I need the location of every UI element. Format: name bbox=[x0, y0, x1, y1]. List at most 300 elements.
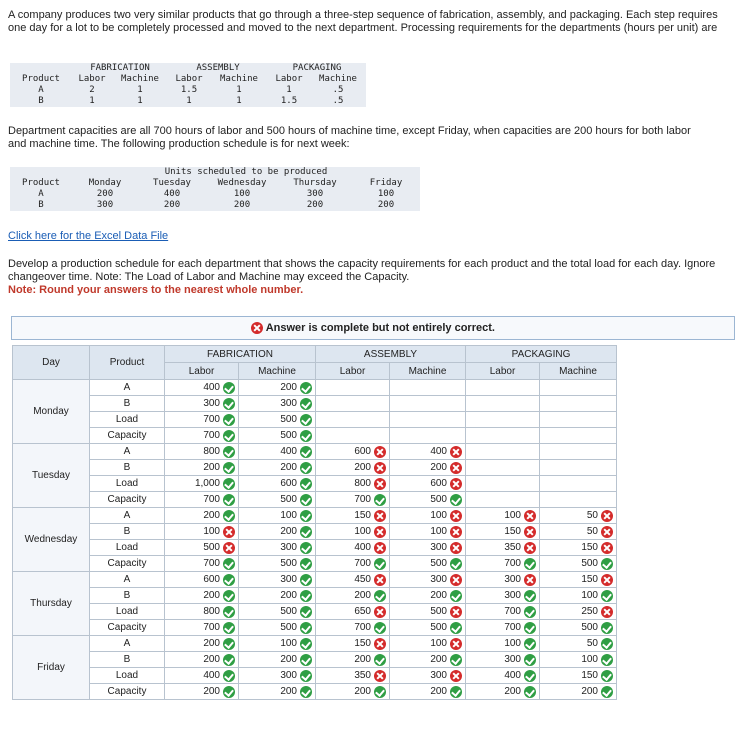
table-row bbox=[13, 444, 617, 460]
correct-icon bbox=[601, 686, 613, 698]
answer-value[interactable]: 200 bbox=[430, 590, 447, 602]
answer-cell bbox=[540, 396, 617, 412]
answer-value[interactable]: 700 bbox=[354, 622, 371, 634]
correct-icon bbox=[374, 494, 386, 506]
row-label: Capacity bbox=[90, 492, 165, 508]
answer-cell bbox=[239, 684, 316, 700]
req-cell: 1 bbox=[286, 85, 292, 95]
excel-data-link[interactable]: Click here for the Excel Data File bbox=[8, 230, 169, 242]
answer-cell bbox=[316, 508, 390, 524]
answer-value[interactable]: 300 bbox=[504, 590, 521, 602]
answer-cell bbox=[316, 380, 390, 396]
answer-cell bbox=[316, 636, 390, 652]
answer-cell bbox=[466, 524, 540, 540]
correct-icon bbox=[223, 446, 235, 458]
answer-value[interactable]: 50 bbox=[586, 638, 598, 650]
answer-value[interactable]: 100 bbox=[504, 638, 521, 650]
answer-cell bbox=[390, 636, 466, 652]
answer-value[interactable]: 300 bbox=[430, 542, 447, 554]
answer-value[interactable]: 600 bbox=[203, 574, 220, 586]
answer-value[interactable]: 700 bbox=[203, 558, 220, 570]
answer-cell bbox=[316, 556, 390, 572]
answer-value[interactable]: 200 bbox=[280, 686, 297, 698]
table-row bbox=[13, 524, 617, 540]
answer-value[interactable]: 200 bbox=[354, 590, 371, 602]
answer-value[interactable]: 500 bbox=[280, 558, 297, 570]
sched-cell: 100 bbox=[377, 189, 395, 199]
answer-value[interactable]: 300 bbox=[504, 654, 521, 666]
incorrect-icon bbox=[374, 526, 386, 538]
req-cell: 1 bbox=[137, 85, 143, 95]
answer-value[interactable]: 200 bbox=[203, 654, 220, 666]
correct-icon bbox=[300, 430, 312, 442]
answer-value[interactable]: 800 bbox=[354, 478, 371, 490]
sched-cell: 300 bbox=[306, 189, 324, 199]
incorrect-icon bbox=[524, 526, 536, 538]
correct-icon bbox=[223, 654, 235, 666]
answer-cell bbox=[239, 444, 316, 460]
answer-cell bbox=[316, 476, 390, 492]
table-row bbox=[13, 380, 617, 396]
answer-value[interactable]: 600 bbox=[280, 478, 297, 490]
correct-icon bbox=[300, 382, 312, 394]
answer-value[interactable]: 100 bbox=[280, 638, 297, 650]
correct-icon bbox=[374, 558, 386, 570]
answer-cell bbox=[239, 476, 316, 492]
answer-value[interactable]: 500 bbox=[280, 414, 297, 426]
answer-value[interactable]: 1,000 bbox=[194, 478, 220, 490]
answer-value[interactable]: 100 bbox=[581, 590, 598, 602]
sched-subheader: Thursday bbox=[293, 178, 337, 188]
answer-value[interactable]: 700 bbox=[504, 606, 521, 618]
answer-cell bbox=[390, 412, 466, 428]
row-label: B bbox=[90, 588, 165, 604]
correct-icon bbox=[374, 622, 386, 634]
answer-value[interactable]: 200 bbox=[280, 462, 297, 474]
answer-value[interactable]: 150 bbox=[581, 542, 598, 554]
incorrect-icon bbox=[524, 542, 536, 554]
answer-cell bbox=[466, 508, 540, 524]
answer-value[interactable]: 300 bbox=[504, 574, 521, 586]
answer-value[interactable]: 50 bbox=[586, 510, 598, 522]
answer-value[interactable]: 100 bbox=[280, 510, 297, 522]
answer-value[interactable]: 700 bbox=[354, 558, 371, 570]
correct-icon bbox=[223, 462, 235, 474]
day-label: Monday bbox=[13, 380, 90, 444]
table-row bbox=[13, 604, 617, 620]
answer-table bbox=[12, 345, 617, 700]
answer-value[interactable]: 200 bbox=[430, 462, 447, 474]
answer-value[interactable]: 100 bbox=[581, 654, 598, 666]
answer-value[interactable]: 200 bbox=[280, 590, 297, 602]
answer-cell bbox=[165, 380, 239, 396]
answer-cell bbox=[540, 684, 617, 700]
correct-icon bbox=[223, 686, 235, 698]
answer-value[interactable]: 400 bbox=[203, 670, 220, 682]
sched-cell: 200 bbox=[306, 200, 324, 210]
answer-cell bbox=[466, 460, 540, 476]
answer-cell bbox=[540, 620, 617, 636]
answer-value[interactable]: 500 bbox=[581, 622, 598, 634]
answer-cell bbox=[316, 668, 390, 684]
sched-subheader: Product bbox=[22, 178, 60, 188]
intro-text: A company produces two very similar products that go through a three-step sequence of fabrication, assembly, and packaging. Each step requires one day for a lot to be completely processed and moved to the next department. Processing requirements for the departments (hours per unit) are bbox=[8, 9, 718, 34]
answer-value[interactable]: 200 bbox=[504, 686, 521, 698]
table-row bbox=[13, 428, 617, 444]
correct-icon bbox=[223, 382, 235, 394]
answer-value[interactable]: 400 bbox=[430, 446, 447, 458]
correct-icon bbox=[601, 638, 613, 650]
table-row bbox=[13, 636, 617, 652]
answer-value[interactable]: 300 bbox=[280, 574, 297, 586]
answer-cell bbox=[540, 604, 617, 620]
correct-icon bbox=[223, 606, 235, 618]
answer-value[interactable]: 500 bbox=[430, 606, 447, 618]
req-cell: 1 bbox=[236, 96, 242, 106]
req-subheader: Labor bbox=[175, 74, 203, 84]
table-row bbox=[13, 540, 617, 556]
answer-status-text: Answer is complete but not entirely correct. bbox=[265, 322, 495, 334]
row-label: Load bbox=[90, 412, 165, 428]
table-row bbox=[13, 684, 617, 700]
answer-cell bbox=[390, 476, 466, 492]
sub-machine-header: Machine bbox=[540, 363, 617, 380]
incorrect-icon bbox=[601, 526, 613, 538]
answer-value[interactable]: 200 bbox=[430, 686, 447, 698]
req-cell: 1.5 bbox=[280, 96, 298, 106]
row-label: Capacity bbox=[90, 556, 165, 572]
answer-cell bbox=[239, 636, 316, 652]
answer-cell bbox=[239, 588, 316, 604]
answer-cell bbox=[540, 412, 617, 428]
answer-value[interactable]: 200 bbox=[430, 654, 447, 666]
answer-value[interactable]: 200 bbox=[203, 462, 220, 474]
incorrect-icon bbox=[450, 446, 462, 458]
answer-value[interactable]: 500 bbox=[581, 558, 598, 570]
answer-value[interactable]: 700 bbox=[203, 622, 220, 634]
answer-cell bbox=[165, 492, 239, 508]
correct-icon bbox=[300, 414, 312, 426]
row-label: Load bbox=[90, 540, 165, 556]
instructions-text: Develop a production schedule for each department that shows the capacity requirements for each product and the total load for each day. Ignore changeover time. Note: The Load of Labor and Machine may exceed the Capacity. bbox=[8, 258, 716, 283]
answer-value[interactable]: 200 bbox=[203, 590, 220, 602]
correct-icon bbox=[450, 590, 462, 602]
answer-value[interactable]: 700 bbox=[203, 414, 220, 426]
answer-cell bbox=[316, 540, 390, 556]
answer-cell bbox=[540, 460, 617, 476]
answer-value[interactable]: 100 bbox=[430, 638, 447, 650]
answer-cell bbox=[540, 476, 617, 492]
answer-cell bbox=[390, 556, 466, 572]
req-subheader: Machine bbox=[220, 74, 258, 84]
answer-value[interactable]: 500 bbox=[430, 622, 447, 634]
answer-cell bbox=[239, 620, 316, 636]
answer-value[interactable]: 250 bbox=[581, 606, 598, 618]
answer-cell bbox=[165, 396, 239, 412]
table-row bbox=[13, 492, 617, 508]
answer-value[interactable]: 650 bbox=[354, 606, 371, 618]
answer-cell bbox=[466, 572, 540, 588]
answer-cell bbox=[540, 540, 617, 556]
answer-value[interactable]: 150 bbox=[581, 670, 598, 682]
answer-cell bbox=[466, 380, 540, 396]
answer-cell bbox=[165, 668, 239, 684]
answer-value[interactable]: 100 bbox=[430, 510, 447, 522]
incorrect-icon bbox=[374, 574, 386, 586]
incorrect-icon bbox=[524, 510, 536, 522]
answer-value[interactable]: 200 bbox=[280, 382, 297, 394]
answer-cell bbox=[165, 556, 239, 572]
answer-value[interactable]: 700 bbox=[504, 622, 521, 634]
answer-cell bbox=[466, 588, 540, 604]
req-cell: 1.5 bbox=[180, 85, 198, 95]
answer-value[interactable]: 400 bbox=[280, 446, 297, 458]
correct-icon bbox=[223, 558, 235, 570]
answer-cell bbox=[390, 380, 466, 396]
day-label: Wednesday bbox=[13, 508, 90, 572]
answer-cell bbox=[316, 460, 390, 476]
answer-cell bbox=[466, 396, 540, 412]
incorrect-icon bbox=[450, 478, 462, 490]
answer-status-banner bbox=[11, 316, 735, 340]
answer-cell bbox=[540, 380, 617, 396]
answer-cell bbox=[316, 428, 390, 444]
correct-icon bbox=[601, 670, 613, 682]
answer-cell bbox=[165, 444, 239, 460]
correct-icon bbox=[374, 590, 386, 602]
answer-cell bbox=[540, 524, 617, 540]
sched-subheader: Tuesday bbox=[153, 178, 191, 188]
group-assembly-header: ASSEMBLY bbox=[316, 346, 466, 363]
answer-value[interactable]: 100 bbox=[354, 526, 371, 538]
answer-value[interactable]: 500 bbox=[280, 494, 297, 506]
answer-value[interactable]: 300 bbox=[280, 542, 297, 554]
answer-value[interactable]: 300 bbox=[430, 670, 447, 682]
correct-icon bbox=[223, 430, 235, 442]
correct-icon bbox=[300, 542, 312, 554]
correct-icon bbox=[223, 622, 235, 634]
answer-cell bbox=[316, 684, 390, 700]
correct-icon bbox=[524, 638, 536, 650]
answer-value[interactable]: 300 bbox=[280, 398, 297, 410]
answer-cell bbox=[239, 412, 316, 428]
correct-icon bbox=[300, 654, 312, 666]
answer-value[interactable]: 300 bbox=[280, 670, 297, 682]
incorrect-icon bbox=[450, 542, 462, 554]
correct-icon bbox=[601, 654, 613, 666]
answer-cell bbox=[540, 492, 617, 508]
correct-icon bbox=[524, 654, 536, 666]
answer-cell bbox=[540, 556, 617, 572]
incorrect-icon bbox=[450, 606, 462, 618]
answer-cell bbox=[239, 460, 316, 476]
incorrect-icon bbox=[374, 606, 386, 618]
col-day-header: Day bbox=[13, 346, 90, 380]
answer-value[interactable]: 200 bbox=[203, 510, 220, 522]
correct-icon bbox=[601, 590, 613, 602]
correct-icon bbox=[223, 590, 235, 602]
correct-icon bbox=[223, 670, 235, 682]
answer-value[interactable]: 150 bbox=[581, 574, 598, 586]
answer-cell bbox=[165, 636, 239, 652]
answer-cell bbox=[390, 396, 466, 412]
sched-cell: 200 bbox=[96, 189, 114, 199]
incorrect-icon bbox=[374, 446, 386, 458]
table-row bbox=[13, 620, 617, 636]
answer-value[interactable]: 200 bbox=[280, 526, 297, 538]
day-label: Thursday bbox=[13, 572, 90, 636]
answer-value[interactable]: 200 bbox=[203, 686, 220, 698]
answer-value[interactable]: 500 bbox=[280, 430, 297, 442]
answer-value[interactable]: 500 bbox=[203, 542, 220, 554]
day-label: Friday bbox=[13, 636, 90, 700]
correct-icon bbox=[300, 398, 312, 410]
answer-value[interactable]: 200 bbox=[581, 686, 598, 698]
answer-cell bbox=[165, 684, 239, 700]
answer-cell bbox=[239, 556, 316, 572]
correct-icon bbox=[300, 558, 312, 570]
sched-cell: 200 bbox=[377, 200, 395, 210]
answer-value[interactable]: 700 bbox=[203, 494, 220, 506]
day-label: Tuesday bbox=[13, 444, 90, 508]
answer-value[interactable]: 500 bbox=[430, 494, 447, 506]
correct-icon bbox=[300, 622, 312, 634]
answer-value[interactable]: 500 bbox=[430, 558, 447, 570]
correct-icon bbox=[223, 574, 235, 586]
answer-value[interactable]: 300 bbox=[430, 574, 447, 586]
answer-value[interactable]: 450 bbox=[354, 574, 371, 586]
answer-value[interactable]: 400 bbox=[354, 542, 371, 554]
answer-cell bbox=[239, 380, 316, 396]
row-label: Load bbox=[90, 604, 165, 620]
col-product-header: Product bbox=[90, 346, 165, 380]
req-subheader: Machine bbox=[121, 74, 159, 84]
correct-icon bbox=[223, 638, 235, 650]
answer-value[interactable]: 600 bbox=[354, 446, 371, 458]
correct-icon bbox=[223, 494, 235, 506]
answer-value[interactable]: 700 bbox=[504, 558, 521, 570]
answer-value[interactable]: 200 bbox=[354, 462, 371, 474]
group-fabrication-header: FABRICATION bbox=[165, 346, 316, 363]
answer-cell bbox=[466, 444, 540, 460]
correct-icon bbox=[300, 606, 312, 618]
req-group-packaging: PACKAGING bbox=[292, 63, 342, 73]
answer-value[interactable]: 500 bbox=[280, 606, 297, 618]
incorrect-icon bbox=[450, 510, 462, 522]
answer-value[interactable]: 150 bbox=[354, 510, 371, 522]
answer-cell bbox=[239, 668, 316, 684]
row-label: A bbox=[90, 572, 165, 588]
answer-value[interactable]: 350 bbox=[504, 542, 521, 554]
answer-cell bbox=[466, 668, 540, 684]
answer-cell bbox=[316, 620, 390, 636]
answer-value[interactable]: 100 bbox=[430, 526, 447, 538]
answer-cell bbox=[316, 412, 390, 428]
req-subheader: Machine bbox=[319, 74, 357, 84]
answer-cell bbox=[390, 540, 466, 556]
answer-value[interactable]: 400 bbox=[203, 382, 220, 394]
table-row bbox=[13, 556, 617, 572]
answer-cell bbox=[540, 508, 617, 524]
correct-icon bbox=[300, 510, 312, 522]
table-row bbox=[13, 652, 617, 668]
answer-value[interactable]: 200 bbox=[354, 686, 371, 698]
correct-icon bbox=[300, 590, 312, 602]
answer-cell bbox=[316, 572, 390, 588]
correct-icon bbox=[300, 446, 312, 458]
x-circle-icon bbox=[251, 322, 263, 334]
answer-cell bbox=[390, 524, 466, 540]
answer-value[interactable]: 400 bbox=[504, 670, 521, 682]
answer-value[interactable]: 500 bbox=[280, 622, 297, 634]
answer-cell bbox=[239, 492, 316, 508]
answer-cell bbox=[466, 652, 540, 668]
row-label: B bbox=[90, 524, 165, 540]
answer-value[interactable]: 100 bbox=[203, 526, 220, 538]
sched-cell: 100 bbox=[233, 189, 251, 199]
answer-value[interactable]: 150 bbox=[354, 638, 371, 650]
answer-value[interactable]: 100 bbox=[504, 510, 521, 522]
answer-value[interactable]: 50 bbox=[586, 526, 598, 538]
correct-icon bbox=[223, 398, 235, 410]
answer-cell bbox=[540, 572, 617, 588]
row-label: A bbox=[90, 508, 165, 524]
answer-cell bbox=[165, 588, 239, 604]
answer-value[interactable]: 200 bbox=[203, 638, 220, 650]
incorrect-icon bbox=[374, 670, 386, 682]
sched-cell: B bbox=[38, 200, 44, 210]
answer-cell bbox=[239, 572, 316, 588]
correct-icon bbox=[300, 686, 312, 698]
row-label: Capacity bbox=[90, 684, 165, 700]
answer-value[interactable]: 700 bbox=[354, 494, 371, 506]
row-label: Capacity bbox=[90, 620, 165, 636]
table-row bbox=[13, 476, 617, 492]
req-cell: 1 bbox=[89, 96, 95, 106]
table-row bbox=[13, 396, 617, 412]
answer-cell bbox=[540, 588, 617, 604]
correct-icon bbox=[300, 638, 312, 650]
answer-value[interactable]: 350 bbox=[354, 670, 371, 682]
answer-cell bbox=[316, 492, 390, 508]
incorrect-icon bbox=[601, 574, 613, 586]
requirements-table bbox=[10, 63, 366, 107]
sched-cell: 200 bbox=[163, 200, 181, 210]
sub-machine-header: Machine bbox=[390, 363, 466, 380]
correct-icon bbox=[524, 670, 536, 682]
sched-subheader: Wednesday bbox=[217, 178, 267, 188]
answer-value[interactable]: 600 bbox=[430, 478, 447, 490]
answer-value[interactable]: 700 bbox=[203, 430, 220, 442]
answer-cell bbox=[466, 556, 540, 572]
answer-cell bbox=[390, 572, 466, 588]
answer-value[interactable]: 800 bbox=[203, 446, 220, 458]
answer-cell bbox=[316, 524, 390, 540]
answer-value[interactable]: 800 bbox=[203, 606, 220, 618]
answer-cell bbox=[390, 588, 466, 604]
correct-icon bbox=[524, 686, 536, 698]
sched-subheader: Monday bbox=[88, 178, 122, 188]
answer-value[interactable]: 200 bbox=[354, 654, 371, 666]
answer-cell bbox=[165, 428, 239, 444]
sched-cell: 400 bbox=[163, 189, 181, 199]
answer-value[interactable]: 150 bbox=[504, 526, 521, 538]
req-cell: .5 bbox=[332, 85, 344, 95]
incorrect-icon bbox=[524, 574, 536, 586]
answer-value[interactable]: 300 bbox=[203, 398, 220, 410]
answer-value[interactable]: 200 bbox=[280, 654, 297, 666]
answer-cell bbox=[466, 476, 540, 492]
